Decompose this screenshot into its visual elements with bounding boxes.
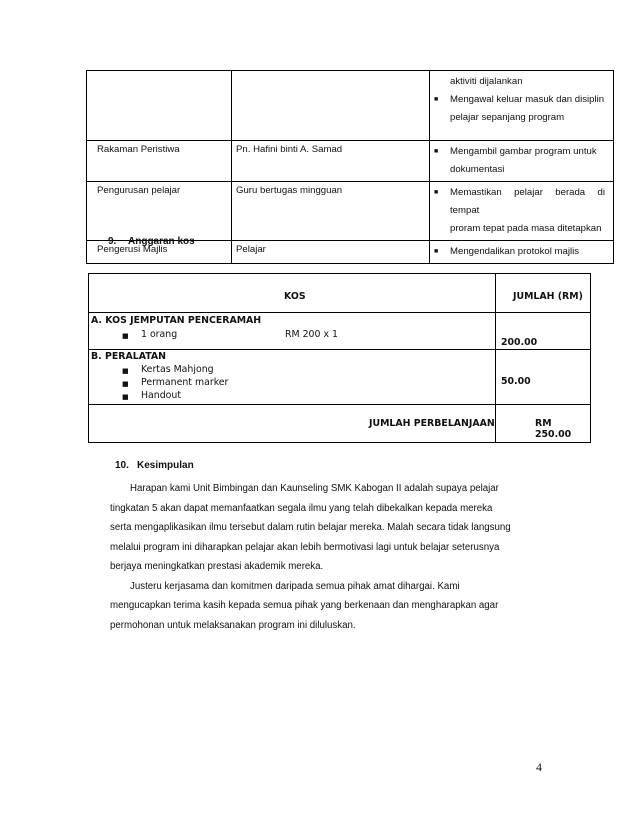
section-b-amount: 50.00: [501, 376, 531, 387]
section-number: 9.: [108, 236, 117, 247]
total-label: JUMLAH PERBELANJAAN: [369, 418, 495, 429]
person-cell: [232, 71, 430, 141]
bullet-icon: ■: [122, 380, 129, 388]
person-cell: Guru bertugas mingguan: [232, 182, 430, 241]
bullet-icon: ■: [434, 189, 439, 196]
duty-line: Mengambil gambar program untuk: [450, 146, 597, 157]
duty-line: dokumentasi: [450, 164, 505, 175]
section-b-item: Handout: [141, 390, 182, 401]
bullet-icon: ■: [122, 367, 129, 375]
role-cell: Pengerusi Majlis: [87, 241, 232, 264]
role-cell: Pengurusan pelajar: [87, 182, 232, 241]
duty-line: Mengendalikan protokol majlis: [450, 246, 580, 257]
text-line: permohonan untuk melaksanakan program ini diluluskan.: [110, 619, 356, 631]
section-heading: [115, 460, 194, 471]
duty-item: [434, 184, 605, 220]
duties-cell: [430, 141, 614, 182]
section-title: Kesimpulan: [137, 460, 194, 471]
conclusion-paragraph: [110, 479, 550, 635]
bullet-icon: ■: [434, 96, 439, 103]
section-a-item: 1 orang: [141, 329, 178, 340]
text-line: Justeru kerjasama dan komitmen daripada semua pihak amat dihargai. Kami: [130, 580, 460, 592]
person-cell: Pelajar: [232, 241, 430, 264]
text-line: melalui program ini diharapkan pelajar akan lebih bermotivasi lagi untuk belajar seterusnya: [110, 541, 500, 553]
duty-item: [434, 243, 605, 261]
duties-cell: [430, 241, 614, 264]
section-b-item: Permanent marker: [141, 377, 229, 388]
duties-cell: [430, 71, 614, 141]
duty-line: aktiviti dijalankan: [450, 76, 523, 87]
role-cell: [87, 71, 232, 141]
bullet-icon: ■: [122, 332, 129, 340]
table-row: [87, 182, 614, 241]
bullet-icon: ■: [434, 248, 439, 255]
duty-item: [434, 143, 605, 161]
total-amount: RM 250.00: [535, 418, 572, 440]
duty-line: proram tepat pada masa ditetapkan: [450, 223, 602, 234]
role-cell: Rakaman Peristiwa: [87, 141, 232, 182]
duty-item: [434, 91, 605, 109]
text-line: berjaya meningkatkan prestasi akademik mereka.: [110, 561, 324, 572]
section-a-title: A. KOS JEMPUTAN PENCERAMAH: [91, 315, 262, 326]
duties-cell: [430, 182, 614, 241]
person-cell: Pn. Hafini binti A. Samad: [232, 141, 430, 182]
header-jumlah: JUMLAH (RM): [513, 291, 583, 302]
bullet-icon: ■: [122, 393, 129, 401]
section-b-title: B. PERALATAN: [91, 351, 166, 362]
table-header-row: [89, 274, 590, 313]
table-row: [87, 141, 614, 182]
section-number: 10.: [115, 460, 129, 471]
text-line: serta mengaplikasikan ilmu tersebut dalam rutin belajar mereka. Malah secara tidak langsung: [110, 522, 511, 533]
table-row: [87, 71, 614, 141]
page-number: 4: [536, 760, 542, 774]
text-line: tingkatan 5 akan dapat memanfaatkan segala ilmu yang telah dibekalkan kepada mereka: [110, 502, 493, 514]
section-a-amount: 200.00: [501, 337, 538, 348]
table-row: [89, 312, 590, 350]
duty-line: Mengawal keluar masuk dan disiplin: [450, 94, 605, 105]
text-line: mengucapkan terima kasih kepada semua pihak yang berkenaan dan mengharapkan agar: [110, 600, 499, 611]
duty-line: pelajar sepanjang program: [450, 112, 565, 123]
cost-table: [88, 273, 591, 443]
duty-line: Memastikan pelajar berada di tempat: [450, 187, 605, 216]
table-row: [89, 349, 590, 405]
section-b-item: Kertas Mahjong: [141, 364, 214, 375]
bullet-icon: ■: [434, 148, 439, 155]
roles-table: [86, 70, 614, 264]
text-line: Harapan kami Unit Bimbingan dan Kaunseling SMK Kabogan II adalah supaya pelajar: [130, 483, 499, 494]
section-a-calc: RM 200 x 1: [285, 329, 338, 340]
header-kos: KOS: [284, 291, 306, 302]
section-heading: [108, 236, 195, 247]
section-title: Anggaran kos: [128, 236, 195, 247]
